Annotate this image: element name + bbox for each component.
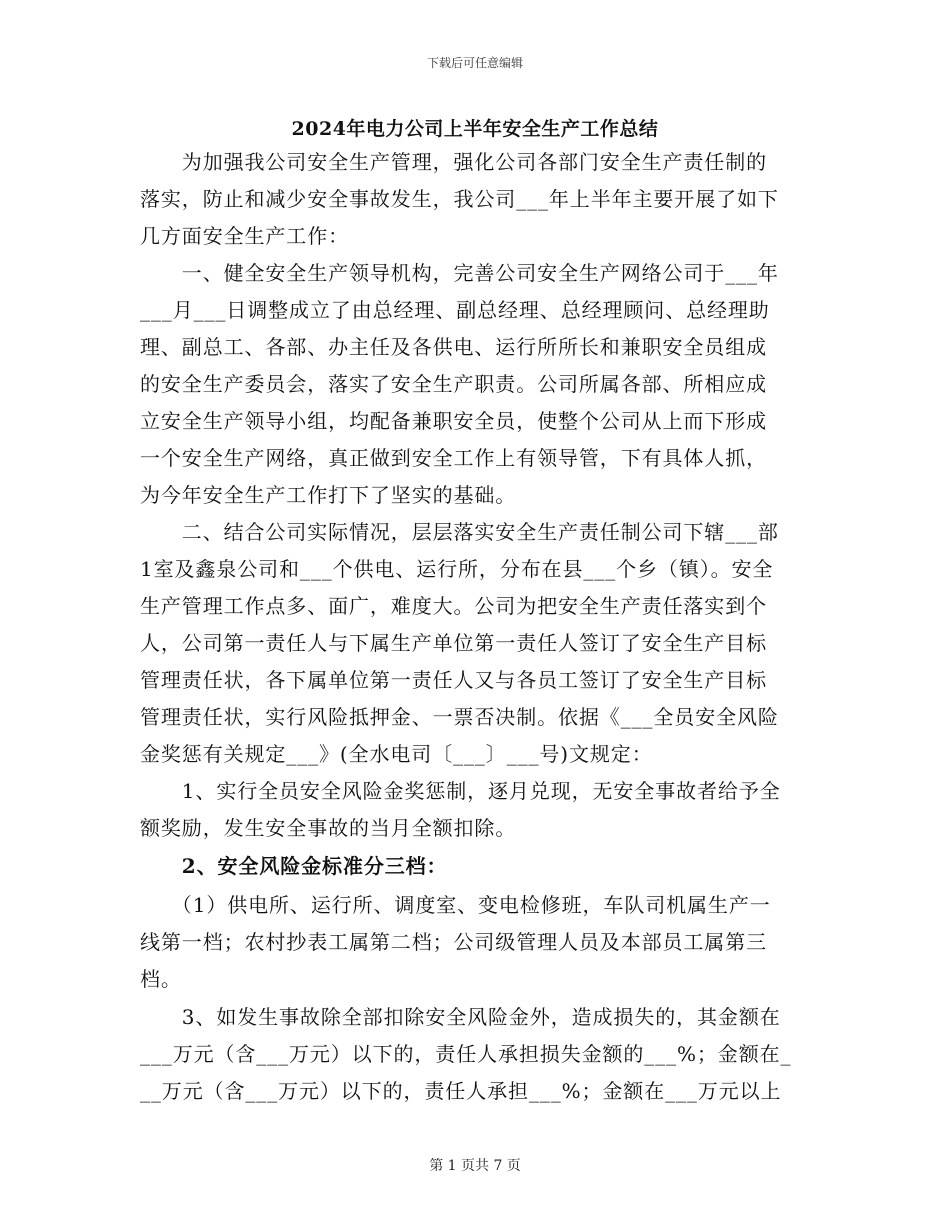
header-note: 下载后可任意编辑 [426,56,523,70]
body-line: ___万元（含___万元）以下的，责任人承担损失金额的___%；金额在_ [140,1042,792,1066]
body-line: （1）供电所、运行所、调度室、变电检修班，车队司机属生产一 [140,893,771,917]
body-line: ___月___日调整成立了由总经理、副总经理、总经理顾问、总经理助 [140,298,770,322]
body-line: 落实，防止和减少安全事故发生，我公司___年上半年主要开展了如下 [140,187,779,211]
body-line: 1、实行全员安全风险金奖惩制，逐月兑现，无安全事故者给予全 [140,779,781,803]
body-line: 3、如发生事故除全部扣除安全风险金外，造成损失的，其金额在 [140,1005,781,1029]
body-line: __万元（含___万元）以下的，责任人承担___%；金额在___万元以上 [140,1079,782,1103]
body-line: 线第一档；农村抄表工属第二档；公司级管理人员及本部员工属第三 [140,930,767,954]
body-line: 人，公司第一责任人与下属生产单位第一责任人签订了安全生产目标 [140,631,767,655]
body-line: 档。 [140,967,182,991]
document-title: 2024年电力公司上半年安全生产工作总结 [291,118,659,140]
body-line: 一个安全生产网络，真正做到安全工作上有领导管，下有具体人抓， [140,446,767,470]
body-line: 理、副总工、各部、办主任及各供电、运行所所长和兼职安全员组成 [140,335,767,359]
body-line: 为加强我公司安全生产管理，强化公司各部门安全生产责任制的 [140,150,767,174]
body-line: 金奖惩有关规定___》(全水电司〔___〕___号)文规定： [140,742,653,766]
body-line: 额奖励，发生安全事故的当月全额扣除。 [140,816,517,840]
body-line: 管理责任状，实行风险抵押金、一票否决制。依据《___全员安全风险 [140,705,779,729]
body-line: 为今年安全生产工作打下了坚实的基础。 [140,483,517,507]
body-line: 立安全生产领导小组，均配备兼职安全员，使整个公司从上而下形成 [140,409,767,433]
section-heading: 2、安全风险金标准分三档： [140,854,448,878]
body-line: 二、结合公司实际情况，层层落实安全生产责任制公司下辖___部 [140,520,779,544]
body-line: 1室及鑫泉公司和___个供电、运行所，分布在县___个乡（镇）。安全 [140,557,774,581]
body-line: 生产管理工作点多、面广，难度大。公司为把安全生产责任落实到个 [140,594,767,618]
body-line: 管理责任状，各下属单位第一责任人又与各员工签订了安全生产目标 [140,668,767,692]
page-footer: 第 1 页共 7 页 [429,1158,521,1174]
body-line: 的安全生产委员会，落实了安全生产职责。公司所属各部、所相应成 [140,372,767,396]
body-line: 一、健全安全生产领导机构，完善公司安全生产网络公司于___年 [140,261,779,285]
body-line: 几方面安全生产工作： [140,224,349,248]
